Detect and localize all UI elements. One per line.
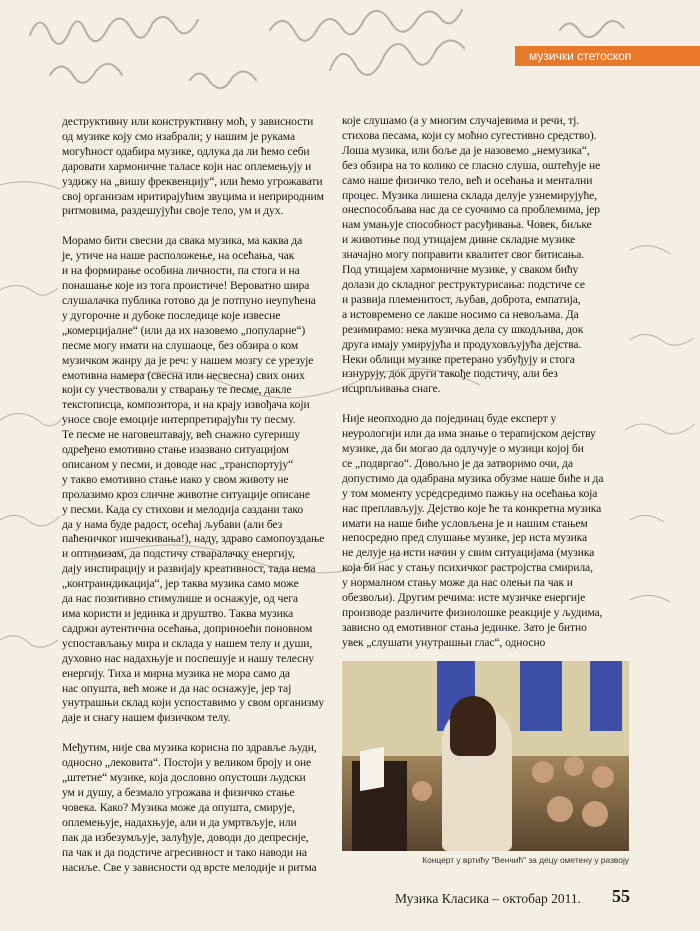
child xyxy=(412,781,432,801)
footer-publication: Музика Класика – октобар 2011. xyxy=(395,891,581,906)
left-column xyxy=(62,115,340,890)
child xyxy=(564,756,584,776)
section-tab: музички стетоскоп xyxy=(515,46,700,66)
pianist-hair xyxy=(450,696,496,756)
paragraph: Морамо бити свесни да свака музика, ма каква да је, утиче на наше расположење, на осећања, чак и на формирање особина личности, па стога и на понашање које из тога проистиче! Вероватно шира слушалачка публика готово да је потпуно неупућена у дугорочне и дубоке последице које извесне „комерцијалне“ (или да их назовемо „популарне“) песме могу имати на слушаоце, без обзира о ком музичком жанру да је реч: у нашем мозгу се урезује емотивна намера (свесна или несвесна) свих оних који су учествовали у стварању те песме, дакле текстописца, композитора, и на крају извођача који уносе своје емоције интерпретирајући ту песму. Те песме не наговештавају, већ снажно сугеришу одређено емотивно стање изазвано ситуацијом описаном у песми, и доводе нас „транспортују“ у такво емотивно стање иако у свом животу не пролазимо кроз сличне животне ситуације описане у песми. Када су стихови и мелодија саздани тако да у нама буде радост, осећај љубави (али без паћеничког ишчекивања!), наду, здраво самопоуздање и оптимизам, да подстичу стваралачку енергију, дају инспирацију и развијају креативност, тада нема „контраиндикација“, јер таква музика само може да нас позитивно стимулише и оснажује, од чега има користи и јединка и друштво. Таква музика садржи аутентична осећања, доприноећи поновном успостављању мира и склада у нашем телу и души, духовно нас надахњује и поспешује и нашу телесну енергију. Тиха и мирна музика не мора само да нас опушта, већ може и да нас оснажује, јер тај унутрашњи склад који успоставимо у свом организму даје и снагу нашем физичком телу. xyxy=(62,234,325,725)
concert-photo xyxy=(342,661,629,851)
page-number: 55 xyxy=(612,886,630,906)
sheet-music xyxy=(360,747,384,791)
photo-caption: Концерт у вртићу "Венчић" за децу ометену у развоју xyxy=(422,855,629,865)
paragraph: које слушамо (а у многим случајевима и речи, тј. стихова песама, који су моћно сугестивно средство). Лоша музика, или боље да је назовемо „немузика“, без обзира на то колико се гласно слуша, оштећује не само наше физичко тело, већ и осећања и ментални процес. Музика лишена склада делује узнемирујуће, онеспособљава нас да се суочимо са проблемима, јер нам умањује способност расуђивања. Човек, биљке и животиње под утицајем дивне складне музике значајно могу поправити квалитет свог битисања. Под утицајем хармоничне музике, у сваком бићу долази до складног реструктурисања: подстиче се и развија племенитост, љубав, доброта, емпатија, а истовремено се лакше носимо са невољама. Да резимирамо: нека музичка дела су шкодљива, док друга имају умирујућа и продуховљујућа дејства. Неки облици музике претерано узбуђују и стога изнурују, док други такође подстичу, али без исцрпљивања снаге. xyxy=(342,114,601,396)
child xyxy=(592,766,614,788)
child xyxy=(547,796,573,822)
photo-window xyxy=(520,661,562,731)
right-column xyxy=(342,114,629,666)
child xyxy=(532,761,554,783)
child xyxy=(582,801,608,827)
paragraph: Међутим, није сва музика корисна по здравље људи, односно „лековита“. Постоји у великом броју и оне „штетне“ музике, која дословно опустоши људски ум и душу, а безмало угрожава и физичко стање човека. Како? Музика може да опушта, смирује, оплемењује, надахњује, али и да умртвљује, или пак да избезумљује, залуђује, доводи до депресије, па чак и да подстиче агресивност и тако наводи на насиље. Све у зависности од врсте мелодије и ритма xyxy=(62,741,317,874)
paragraph: деструктивну или конструктивну моћ, у зависности од музике коју смо изабрали; у нашим је рукама могућност одабира музике, одлука да ли ћемо себи даровати хармоничне таласе који нас оплемењују и уздижу на „вишу фреквенцију“, или ћемо угрожавати свој организам иритирајућим звуцима и неприродним ритмовима, раздешујући своје тело, ум и дух. xyxy=(62,115,324,218)
photo-window xyxy=(590,661,622,731)
paragraph: Није неопходно да појединац буде експерт у неурологији или да има знање о терапијском дејству музике, да би могао да одлучује о музици којој би се „подвргао“. Довољно је да затворимо очи, да допустимо да одабрана музика обузме наше биће и да у том моменту усредсредимо пажњу на осећања која нас преплављују. Дејство које ће та конкретна музика имати на наше биће условљена је и нашим стањем непосредно пред слушање музике, јер иста музика не делује на исти начин у свим ситуацијама (музика која би нас у стању психичког растројства смирила, у нормалном стању може да нас олењи па чак и обезвољи). Другим речима: исте музичке енергије производе различите физиолошке реакције у људима, зависно од емотивног стања јединке. Зато је битно увек „слушати унутрашњи глас“, односно xyxy=(342,412,604,649)
